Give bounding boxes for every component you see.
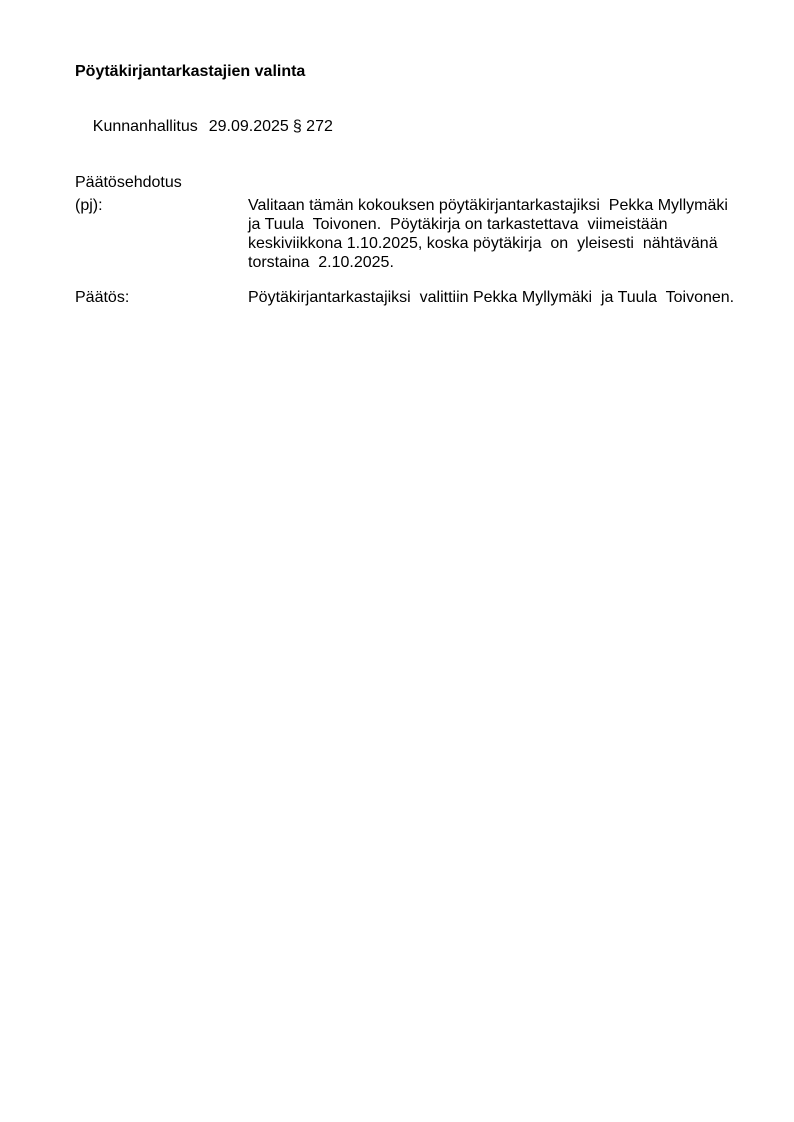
proposal-text-line: ja Tuula Toivonen. Pöytäkirja on tarkastettava viimeistään — [248, 215, 668, 233]
meeting-date: 29.09.2025 — [208, 118, 289, 136]
proposal-text-line: Valitaan tämän kokouksen pöytäkirjantarkastajiksi Pekka Myllymäki — [248, 196, 728, 214]
proposal-text — [248, 196, 748, 273]
proposal-label-line1: Päätösehdotus — [75, 174, 182, 191]
page-title: Pöytäkirjantarkastajien valinta — [75, 63, 306, 80]
proposal-label-line2: (pj): — [75, 197, 103, 214]
section-number: § 272 — [292, 118, 333, 136]
committee-name: Kunnanhallitus — [92, 118, 198, 136]
decision-text-line: Pöytäkirjantarkastajiksi valittiin Pekka Myllymäki ja Tuula Toivonen. — [248, 289, 735, 306]
decision-label: Päätös: — [75, 289, 130, 306]
proposal-text-line: keskiviikkona 1.10.2025, koska pöytäkirja on yleisesti nähtävänä — [248, 235, 718, 253]
proposal-text-line: torstaina 2.10.2025. — [248, 254, 394, 272]
meeting-meta-line — [75, 98, 333, 156]
decision-text-block — [248, 288, 748, 307]
